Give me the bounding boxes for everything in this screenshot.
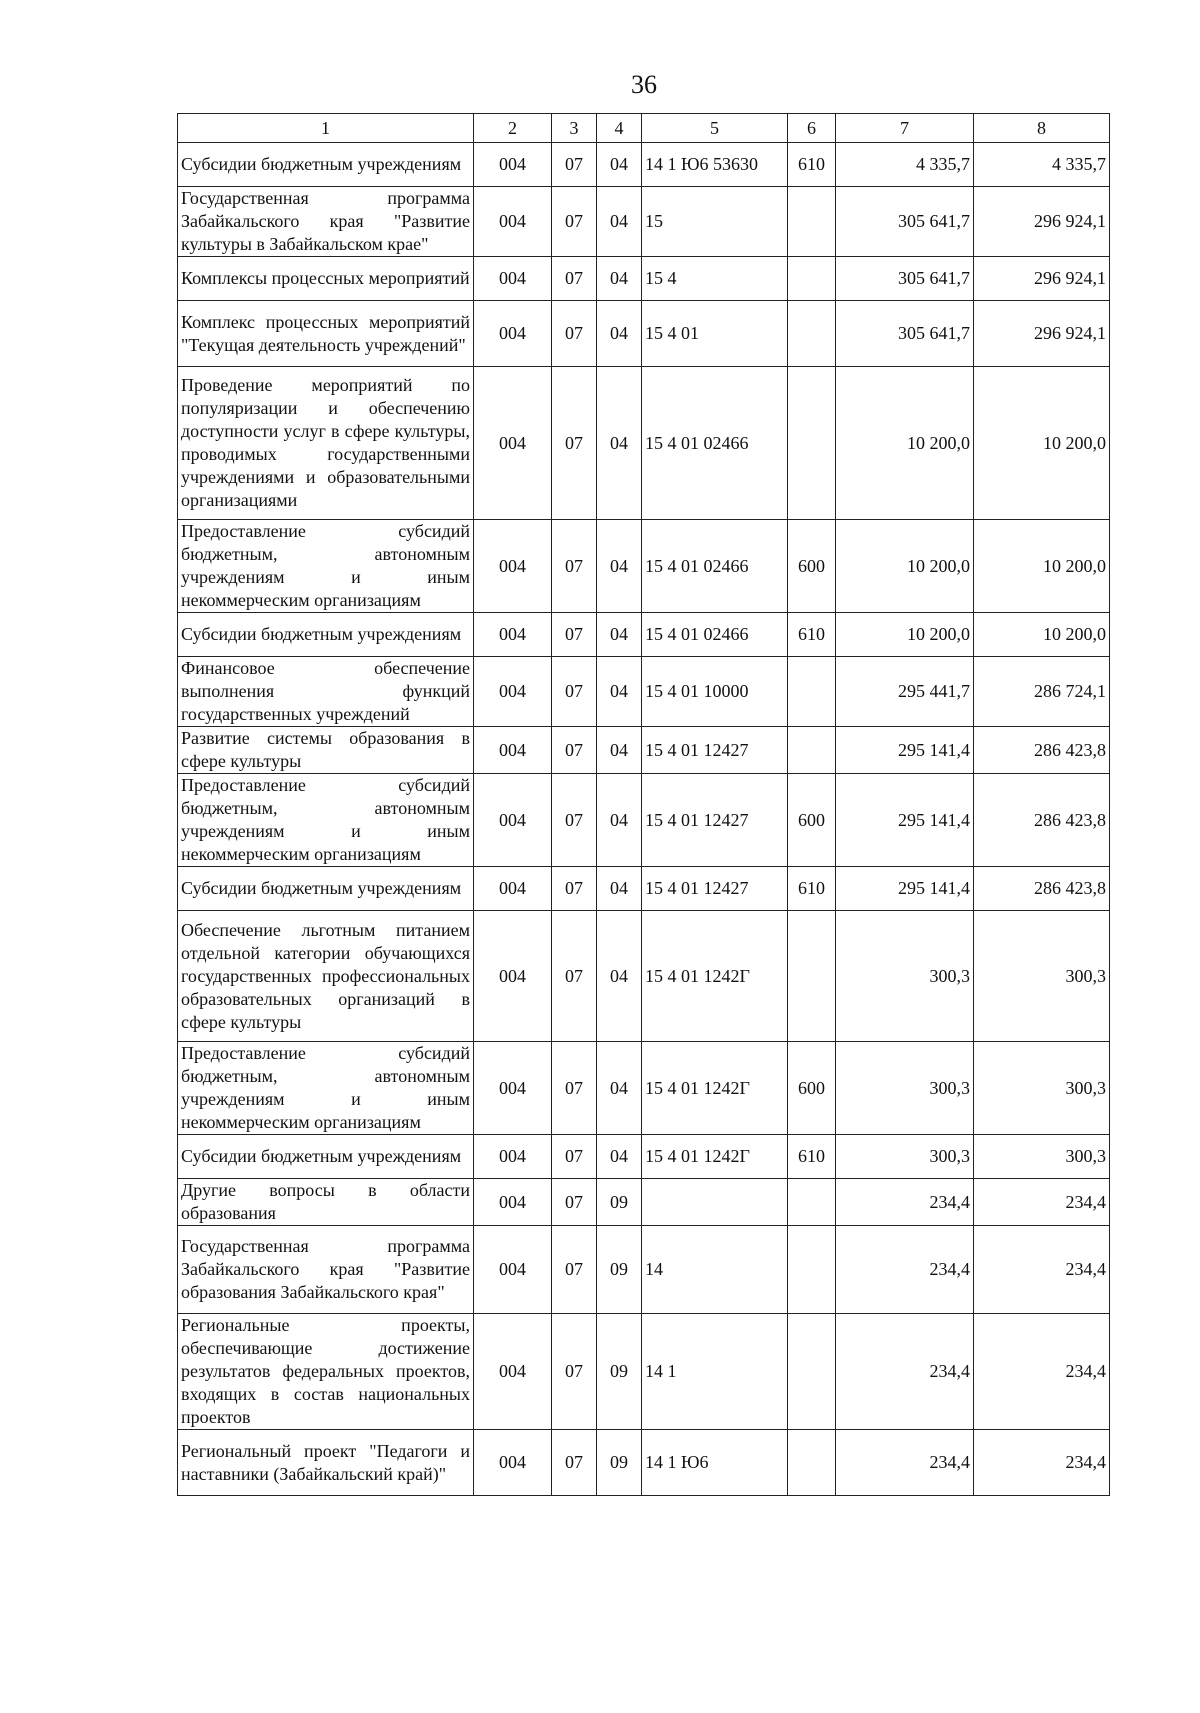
table-row bbox=[178, 187, 1110, 257]
row-title: Предоставление субсидий бюджетным, автономным учреждениям и иным некоммерческим организациям bbox=[178, 520, 474, 613]
target-article-cell: 14 1 Ю6 bbox=[642, 1430, 788, 1496]
column-header: 8 bbox=[974, 114, 1110, 143]
subsection-cell: 04 bbox=[597, 143, 642, 187]
table-row bbox=[178, 257, 1110, 301]
section-cell: 07 bbox=[552, 1135, 597, 1179]
amount-col7-cell: 4 335,7 bbox=[836, 143, 974, 187]
expense-type-cell: 610 bbox=[788, 867, 836, 911]
subsection-cell: 04 bbox=[597, 520, 642, 613]
section-cell: 07 bbox=[552, 1042, 597, 1135]
subsection-cell: 04 bbox=[597, 1042, 642, 1135]
amount-col8-cell: 234,4 bbox=[974, 1430, 1110, 1496]
column-header: 4 bbox=[597, 114, 642, 143]
section-cell: 07 bbox=[552, 1179, 597, 1226]
expense-type-cell bbox=[788, 1226, 836, 1314]
admin-code-cell: 004 bbox=[474, 727, 552, 774]
row-title: Субсидии бюджетным учреждениям bbox=[178, 143, 474, 187]
table-row bbox=[178, 774, 1110, 867]
amount-col7-cell: 295 141,4 bbox=[836, 727, 974, 774]
amount-col8-cell: 296 924,1 bbox=[974, 257, 1110, 301]
admin-code-cell: 004 bbox=[474, 520, 552, 613]
column-header: 1 bbox=[178, 114, 474, 143]
expense-type-cell: 600 bbox=[788, 1042, 836, 1135]
budget-table bbox=[177, 113, 1110, 1496]
admin-code-cell: 004 bbox=[474, 367, 552, 520]
table-row bbox=[178, 1042, 1110, 1135]
section-cell: 07 bbox=[552, 1226, 597, 1314]
column-header: 7 bbox=[836, 114, 974, 143]
target-article-cell: 15 4 01 1242Г bbox=[642, 1042, 788, 1135]
amount-col8-cell: 300,3 bbox=[974, 1042, 1110, 1135]
row-title: Финансовое обеспечение выполнения функций государственных учреждений bbox=[178, 657, 474, 727]
amount-col8-cell: 296 924,1 bbox=[974, 301, 1110, 367]
amount-col7-cell: 10 200,0 bbox=[836, 367, 974, 520]
amount-col8-cell: 10 200,0 bbox=[974, 613, 1110, 657]
table-row bbox=[178, 1430, 1110, 1496]
amount-col8-cell: 300,3 bbox=[974, 1135, 1110, 1179]
amount-col7-cell: 305 641,7 bbox=[836, 301, 974, 367]
amount-col8-cell: 234,4 bbox=[974, 1314, 1110, 1430]
amount-col8-cell: 4 335,7 bbox=[974, 143, 1110, 187]
table-row bbox=[178, 1226, 1110, 1314]
amount-col7-cell: 234,4 bbox=[836, 1430, 974, 1496]
subsection-cell: 04 bbox=[597, 367, 642, 520]
amount-col8-cell: 234,4 bbox=[974, 1226, 1110, 1314]
amount-col8-cell: 286 423,8 bbox=[974, 727, 1110, 774]
admin-code-cell: 004 bbox=[474, 1314, 552, 1430]
amount-col8-cell: 10 200,0 bbox=[974, 520, 1110, 613]
section-cell: 07 bbox=[552, 1314, 597, 1430]
expense-type-cell: 610 bbox=[788, 1135, 836, 1179]
amount-col7-cell: 300,3 bbox=[836, 1135, 974, 1179]
admin-code-cell: 004 bbox=[474, 1226, 552, 1314]
table-row bbox=[178, 1314, 1110, 1430]
expense-type-cell: 600 bbox=[788, 774, 836, 867]
admin-code-cell: 004 bbox=[474, 1135, 552, 1179]
amount-col7-cell: 234,4 bbox=[836, 1314, 974, 1430]
target-article-cell: 15 bbox=[642, 187, 788, 257]
row-title: Региональные проекты, обеспечивающие достижение результатов федеральных проектов, входящих в состав национальных проектов bbox=[178, 1314, 474, 1430]
target-article-cell: 15 4 01 12427 bbox=[642, 727, 788, 774]
row-title: Обеспечение льготным питанием отдельной категории обучающихся государственных профессиональных образовательных организаций в сфере культуры bbox=[178, 911, 474, 1042]
row-title: Предоставление субсидий бюджетным, автономным учреждениям и иным некоммерческим организациям bbox=[178, 1042, 474, 1135]
target-article-cell: 15 4 01 10000 bbox=[642, 657, 788, 727]
section-cell: 07 bbox=[552, 911, 597, 1042]
subsection-cell: 09 bbox=[597, 1179, 642, 1226]
subsection-cell: 04 bbox=[597, 911, 642, 1042]
table-row bbox=[178, 727, 1110, 774]
admin-code-cell: 004 bbox=[474, 774, 552, 867]
section-cell: 07 bbox=[552, 520, 597, 613]
expense-type-cell bbox=[788, 367, 836, 520]
target-article-cell: 15 4 01 12427 bbox=[642, 774, 788, 867]
section-cell: 07 bbox=[552, 257, 597, 301]
amount-col8-cell: 286 423,8 bbox=[974, 867, 1110, 911]
table-row bbox=[178, 1135, 1110, 1179]
section-cell: 07 bbox=[552, 727, 597, 774]
table-row bbox=[178, 657, 1110, 727]
section-cell: 07 bbox=[552, 1430, 597, 1496]
subsection-cell: 09 bbox=[597, 1314, 642, 1430]
expense-type-cell bbox=[788, 1314, 836, 1430]
table-row bbox=[178, 911, 1110, 1042]
section-cell: 07 bbox=[552, 301, 597, 367]
row-title: Субсидии бюджетным учреждениям bbox=[178, 1135, 474, 1179]
target-article-cell: 15 4 01 1242Г bbox=[642, 1135, 788, 1179]
subsection-cell: 04 bbox=[597, 657, 642, 727]
subsection-cell: 04 bbox=[597, 301, 642, 367]
target-article-cell: 15 4 01 02466 bbox=[642, 613, 788, 657]
page-number: 36 bbox=[631, 70, 657, 99]
row-title: Проведение мероприятий по популяризации и обеспечению доступности услуг в сфере культуры, проводимых государственными учреждениями и образовательными организациями bbox=[178, 367, 474, 520]
expense-type-cell bbox=[788, 657, 836, 727]
column-header: 5 bbox=[642, 114, 788, 143]
amount-col7-cell: 305 641,7 bbox=[836, 187, 974, 257]
column-header: 3 bbox=[552, 114, 597, 143]
subsection-cell: 04 bbox=[597, 774, 642, 867]
amount-col7-cell: 234,4 bbox=[836, 1226, 974, 1314]
table-row bbox=[178, 1179, 1110, 1226]
expense-type-cell bbox=[788, 257, 836, 301]
subsection-cell: 04 bbox=[597, 257, 642, 301]
expense-type-cell: 600 bbox=[788, 520, 836, 613]
amount-col7-cell: 295 141,4 bbox=[836, 774, 974, 867]
subsection-cell: 04 bbox=[597, 613, 642, 657]
admin-code-cell: 004 bbox=[474, 1042, 552, 1135]
expense-type-cell: 610 bbox=[788, 613, 836, 657]
column-header: 6 bbox=[788, 114, 836, 143]
target-article-cell: 15 4 01 1242Г bbox=[642, 911, 788, 1042]
section-cell: 07 bbox=[552, 867, 597, 911]
subsection-cell: 04 bbox=[597, 1135, 642, 1179]
expense-type-cell bbox=[788, 187, 836, 257]
table-row bbox=[178, 143, 1110, 187]
column-header: 2 bbox=[474, 114, 552, 143]
row-title: Субсидии бюджетным учреждениям bbox=[178, 613, 474, 657]
amount-col8-cell: 234,4 bbox=[974, 1179, 1110, 1226]
target-article-cell: 15 4 01 bbox=[642, 301, 788, 367]
subsection-cell: 04 bbox=[597, 727, 642, 774]
amount-col7-cell: 10 200,0 bbox=[836, 613, 974, 657]
expense-type-cell bbox=[788, 727, 836, 774]
row-title: Предоставление субсидий бюджетным, автономным учреждениям и иным некоммерческим организациям bbox=[178, 774, 474, 867]
target-article-cell: 14 bbox=[642, 1226, 788, 1314]
expense-type-cell bbox=[788, 1179, 836, 1226]
amount-col7-cell: 305 641,7 bbox=[836, 257, 974, 301]
table-row bbox=[178, 613, 1110, 657]
amount-col8-cell: 286 423,8 bbox=[974, 774, 1110, 867]
amount-col7-cell: 300,3 bbox=[836, 1042, 974, 1135]
section-cell: 07 bbox=[552, 143, 597, 187]
amount-col7-cell: 234,4 bbox=[836, 1179, 974, 1226]
admin-code-cell: 004 bbox=[474, 1430, 552, 1496]
admin-code-cell: 004 bbox=[474, 143, 552, 187]
row-title: Региональный проект "Педагоги и наставники (Забайкальский край)" bbox=[178, 1430, 474, 1496]
row-title: Государственная программа Забайкальского края "Развитие образования Забайкальского края" bbox=[178, 1226, 474, 1314]
target-article-cell: 15 4 01 02466 bbox=[642, 367, 788, 520]
row-title: Комплексы процессных мероприятий bbox=[178, 257, 474, 301]
amount-col7-cell: 295 441,7 bbox=[836, 657, 974, 727]
target-article-cell: 14 1 Ю6 53630 bbox=[642, 143, 788, 187]
admin-code-cell: 004 bbox=[474, 657, 552, 727]
section-cell: 07 bbox=[552, 367, 597, 520]
expense-type-cell bbox=[788, 301, 836, 367]
target-article-cell: 15 4 01 02466 bbox=[642, 520, 788, 613]
subsection-cell: 04 bbox=[597, 867, 642, 911]
table-row bbox=[178, 301, 1110, 367]
amount-col8-cell: 300,3 bbox=[974, 911, 1110, 1042]
expense-type-cell bbox=[788, 911, 836, 1042]
admin-code-cell: 004 bbox=[474, 187, 552, 257]
expense-type-cell bbox=[788, 1430, 836, 1496]
amount-col7-cell: 300,3 bbox=[836, 911, 974, 1042]
target-article-cell: 14 1 bbox=[642, 1314, 788, 1430]
amount-col8-cell: 10 200,0 bbox=[974, 367, 1110, 520]
amount-col7-cell: 295 141,4 bbox=[836, 867, 974, 911]
row-title: Другие вопросы в области образования bbox=[178, 1179, 474, 1226]
amount-col8-cell: 296 924,1 bbox=[974, 187, 1110, 257]
admin-code-cell: 004 bbox=[474, 867, 552, 911]
target-article-cell: 15 4 bbox=[642, 257, 788, 301]
admin-code-cell: 004 bbox=[474, 257, 552, 301]
table-row bbox=[178, 520, 1110, 613]
target-article-cell bbox=[642, 1179, 788, 1226]
admin-code-cell: 004 bbox=[474, 911, 552, 1042]
target-article-cell: 15 4 01 12427 bbox=[642, 867, 788, 911]
subsection-cell: 09 bbox=[597, 1430, 642, 1496]
table-header-row bbox=[178, 114, 1110, 143]
table-row bbox=[178, 867, 1110, 911]
subsection-cell: 09 bbox=[597, 1226, 642, 1314]
row-title: Развитие системы образования в сфере культуры bbox=[178, 727, 474, 774]
row-title: Государственная программа Забайкальского края "Развитие культуры в Забайкальском крае" bbox=[178, 187, 474, 257]
section-cell: 07 bbox=[552, 774, 597, 867]
amount-col8-cell: 286 724,1 bbox=[974, 657, 1110, 727]
section-cell: 07 bbox=[552, 187, 597, 257]
table-row bbox=[178, 367, 1110, 520]
expense-type-cell: 610 bbox=[788, 143, 836, 187]
subsection-cell: 04 bbox=[597, 187, 642, 257]
section-cell: 07 bbox=[552, 657, 597, 727]
admin-code-cell: 004 bbox=[474, 613, 552, 657]
amount-col7-cell: 10 200,0 bbox=[836, 520, 974, 613]
admin-code-cell: 004 bbox=[474, 1179, 552, 1226]
row-title: Субсидии бюджетным учреждениям bbox=[178, 867, 474, 911]
row-title: Комплекс процессных мероприятий "Текущая деятельность учреждений" bbox=[178, 301, 474, 367]
section-cell: 07 bbox=[552, 613, 597, 657]
admin-code-cell: 004 bbox=[474, 301, 552, 367]
